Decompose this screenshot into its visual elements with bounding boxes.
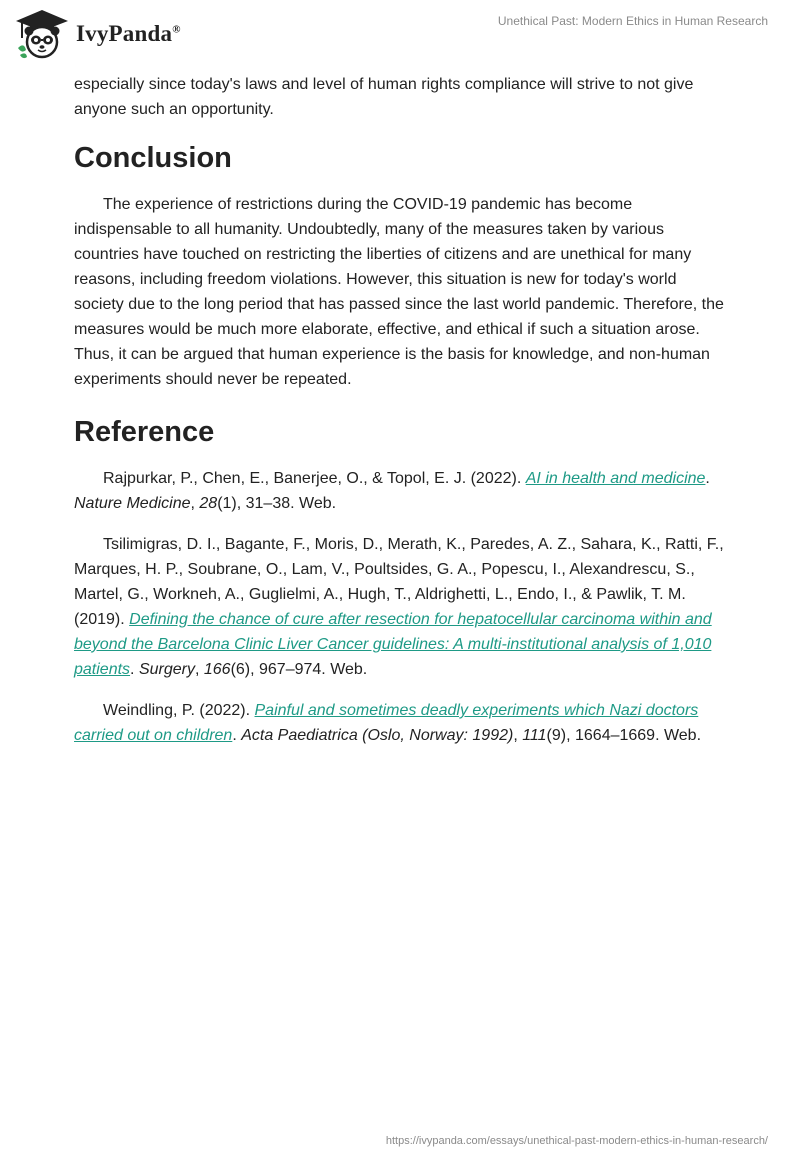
conclusion-paragraph: The experience of restrictions during the COVID-19 pandemic has become indispensable to all humanity. Undoubtedly, many of the measures taken by various countries have touched on restricting the liberties of citizens and are unethical for many reasons, including freedom violations. However, this situation is new for today's world society due to the long period that has passed since the last world pandemic. Therefore, the measures would be much more elaborate, effective, and ethical if such a situation arose. Thus, it can be argued that human experience is the basis for knowledge, and non-human experiments should never be repeated.: [74, 196, 724, 388]
reference-pages: (6), 967–974. Web.: [230, 661, 368, 678]
panda-graduation-cap-icon: [14, 8, 70, 60]
conclusion-heading: Conclusion: [74, 142, 232, 174]
reference-entry-2: [74, 532, 724, 682]
reference-pages: (9), 1664–1669. Web.: [546, 727, 702, 744]
reference-authors: Rajpurkar, P., Chen, E., Banerjee, O., & Topol, E. J. (2022).: [103, 470, 526, 487]
reference-punct: ,: [513, 727, 523, 744]
reference-punct: .: [232, 727, 242, 744]
reference-entry-3: [74, 698, 724, 748]
reference-punct: ,: [190, 495, 200, 512]
reference-title-link[interactable]: Painful and sometimes deadly experiments which Nazi doctors carried out on children: [74, 702, 699, 744]
source-url[interactable]: https://ivypanda.com/essays/unethical-past-modern-ethics-in-human-research/: [385, 1135, 768, 1147]
continuation-paragraph: especially since today's laws and level of human rights compliance will strive to not give anyone such an opportunity.: [74, 76, 694, 118]
reference-punct: .: [130, 661, 139, 678]
reference-journal: Acta Paediatrica (Oslo, Norway: 1992): [241, 727, 514, 744]
reference-authors: Tsilimigras, D. I., Bagante, F., Moris, D., Merath, K., Paredes, A. Z., Sahara, K., Ratti, F., Marques, H. P., Soubrane, O., Lam, V., Poultsides, G. A., Popescu, I., Alexandrescu, S., Martel, G., Workneh, A., Guglielmi, A., Hugh, T., Aldrighetti, L., Endo, I., & Pawlik, T. M. (2019).: [74, 536, 724, 628]
brand-logo[interactable]: [14, 8, 181, 60]
reference-entry-1: [74, 466, 724, 516]
registered-mark: ®: [172, 23, 181, 36]
reference-authors: Weindling, P. (2022).: [103, 702, 255, 719]
reference-title-link[interactable]: Defining the chance of cure after resection for hepatocellular carcinoma within and beyond the Barcelona Clinic Liver Cancer guidelines: A multi-institutional analysis of 1,010 patients: [74, 611, 712, 678]
reference-volume: 166: [203, 661, 231, 678]
reference-journal: Surgery: [138, 661, 195, 678]
reference-punct: ,: [194, 661, 204, 678]
reference-heading: Reference: [74, 416, 215, 448]
reference-volume: 111: [522, 727, 547, 744]
reference-pages: (1), 31–38. Web.: [217, 495, 337, 512]
page-header: [0, 0, 800, 70]
reference-punct: .: [705, 470, 710, 487]
reference-journal: Nature Medicine: [74, 495, 191, 512]
brand-name: IvyPanda®: [76, 21, 181, 46]
reference-title-link[interactable]: AI in health and medicine: [525, 470, 706, 487]
reference-volume: 28: [199, 495, 218, 512]
document-title: Unethical Past: Modern Ethics in Human Research: [497, 14, 768, 28]
essay-content: [74, 72, 724, 764]
